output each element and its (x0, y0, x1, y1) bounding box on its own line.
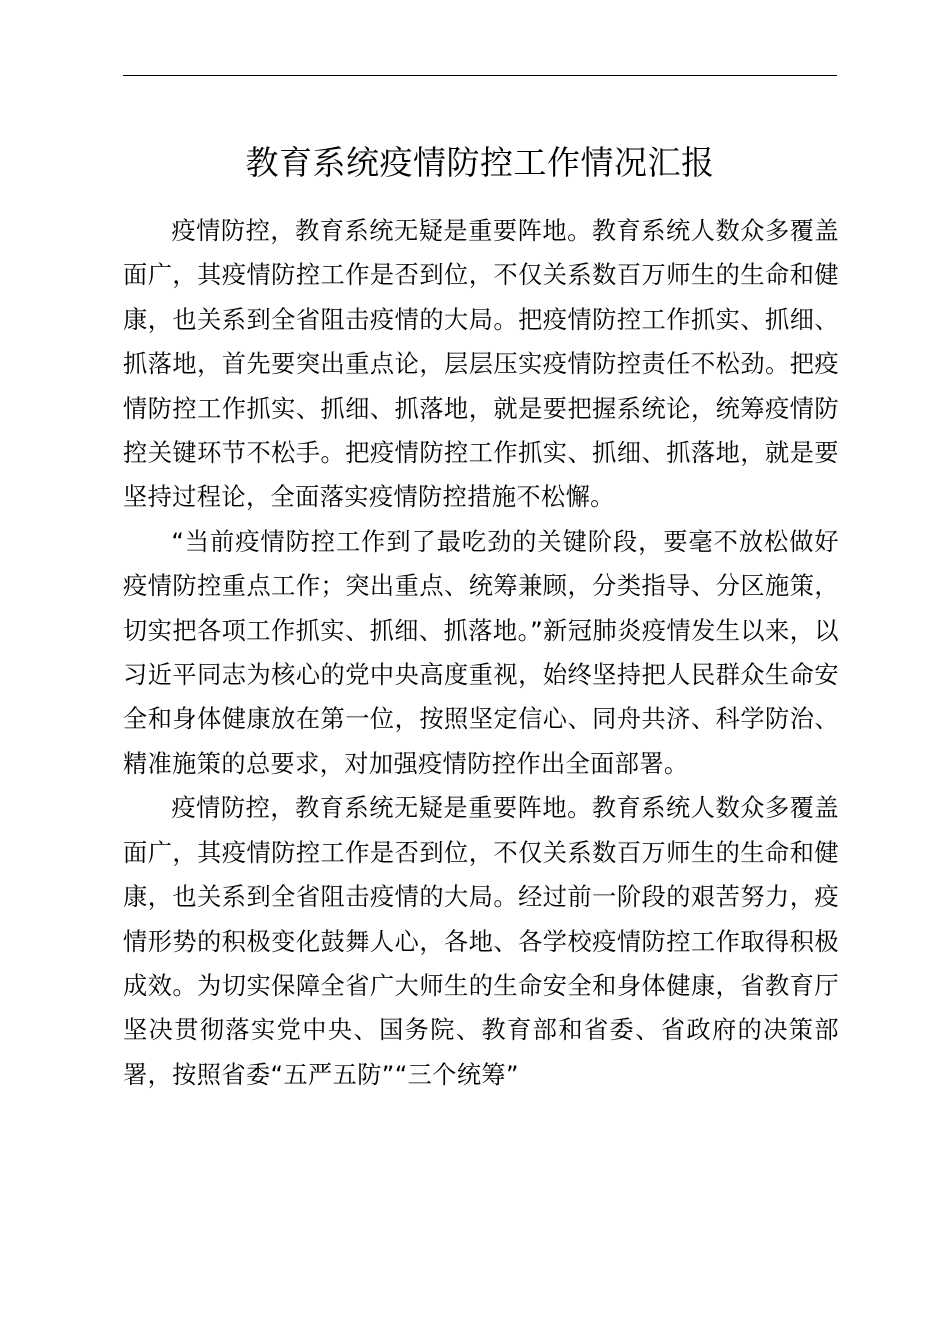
paragraph-3: 疫情防控，教育系统无疑是重要阵地。教育系统人数众多覆盖面广，其疫情防控工作是否到位，不仅关系数百万师生的生命和健康，也关系到全省阻击疫情的大局。经过前一阶段的艰苦努力，疫情形势的积极变化鼓舞人心，各地、各学校疫情防控工作取得积极成效。为切实保障全省广大师生的生命安全和身体健康，省教育厅坚决贯彻落实党中央、国务院、教育部和省委、省政府的决策部署，按照省委“五严五防”“三个统筹” (123, 794, 839, 1089)
header-rule (123, 75, 837, 76)
paragraph-2: “当前疫情防控工作到了最吃劲的关键阶段，要毫不放松做好疫情防控重点工作；突出重点、统筹兼顾，分类指导、分区施策，切实把各项工作抓实、抓细、抓落地。”新冠肺炎疫情发生以来，以习近平同志为核心的党中央高度重视，始终坚持把人民群众生命安全和身体健康放在第一位，按照坚定信心、同舟共济、科学防治、精准施策的总要求，对加强疫情防控作出全面部署。 (123, 527, 839, 778)
paragraph-1: 疫情防控，教育系统无疑是重要阵地。教育系统人数众多覆盖面广，其疫情防控工作是否到位，不仅关系数百万师生的生命和健康，也关系到全省阻击疫情的大局。把疫情防控工作抓实、抓细、抓落地，首先要突出重点论，层层压实疫情防控责任不松劲。把疫情防控工作抓实、抓细、抓落地，就是要把握系统论，统筹疫情防控关键环节不松手。把疫情防控工作抓实、抓细、抓落地，就是要坚持过程论，全面落实疫情防控措施不松懈。 (123, 217, 839, 512)
document-body (123, 209, 839, 1097)
document-title: 教育系统疫情防控工作情况汇报 (245, 143, 715, 182)
